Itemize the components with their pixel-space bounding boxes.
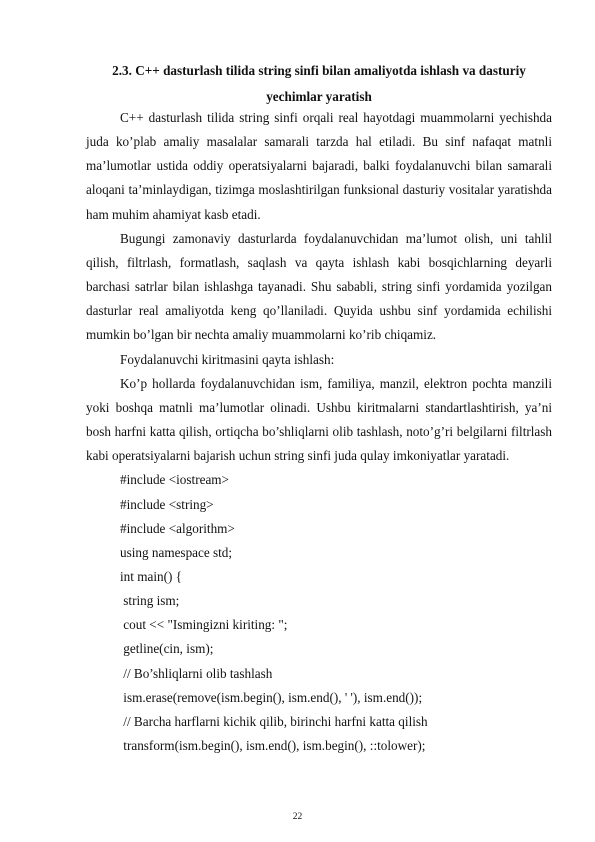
code-line: ism.erase(remove(ism.begin(), ism.end(), ' '), ism.end()); (120, 689, 423, 705)
page-number: 22 (292, 812, 303, 822)
code-line: int main() { (120, 568, 182, 584)
body-text (86, 106, 552, 758)
code-comment-line: // Barcha harflarni kichik qilib, birinchi harfni katta qilish (120, 713, 428, 729)
code-line: #include <string> (120, 496, 214, 512)
paragraph-intro: C++ dasturlash tilida string sinfi orqali real hayotdagi muammolarni yechishda juda ko’plab amaliy masalalar samarali tarzda hal etiladi. Bu sinf nafaqat matnli ma’lumotlar ustida oddiy operatsiyalarni bajaradi, balki foydalanuvchi bilan samarali aloqani ta’minlaydigan, tizimga moslashtirilgan funksional dasturiy vositalar yaratishda ham muhim ahamiyat kasb etadi. (86, 110, 552, 222)
code-line: #include <iostream> (120, 472, 229, 488)
code-line: cout << "Ismingizni kiriting: "; (120, 617, 288, 633)
code-block (86, 468, 552, 758)
paragraph-user-input: Ko’p hollarda foydalanuvchidan ism, familiya, manzil, elektron pochta manzili yoki boshqa matnli ma’lumotlar olinadi. Ushbu kiritmalarni standartlashtirish, ya’ni bosh harfni katta qilish, ortiqcha bo’shliqlarni olib tashlash, noto’g’ri belgilarni filtrlash kabi operatsiyalarni bajarish uchun string sinfi juda qulay imkoniyatlar yaratadi. (86, 375, 552, 464)
code-comment-line: // Bo’shliqlarni olib tashlash (120, 665, 273, 681)
code-line: transform(ism.begin(), ism.end(), ism.begin(), ::tolower); (120, 738, 426, 754)
code-line: string ism; (120, 593, 180, 609)
code-line: #include <algorithm> (120, 520, 235, 536)
code-line: using namespace std; (120, 544, 233, 560)
paragraph-subheading: Foydalanuvchi kiritmasini qayta ishlash: (120, 351, 335, 367)
section-title: 2.3. C++ dasturlash tilida string sinfi bilan amaliyotda ishlash va dasturiy yechimlar yaratish (112, 63, 526, 104)
code-line: getline(cin, ism); (120, 641, 214, 657)
paragraph-modern-programs: Bugungi zamonaviy dasturlarda foydalanuvchidan ma’lumot olish, uni tahlil qilish, filtrlash, formatlash, saqlash va qayta ishlash kabi bosqichlarning deyarli barchasi satrlar bilan ishlashga tayanadi. Shu sababli, string sinfi yordamida yozilgan dasturlar real amaliyotda keng qo’llaniladi. Quyida ushbu sinf yordamida echilishi mumkin bo’lgan bir nechta amaliy muammolarni ko’rib chiqamiz. (86, 230, 552, 343)
